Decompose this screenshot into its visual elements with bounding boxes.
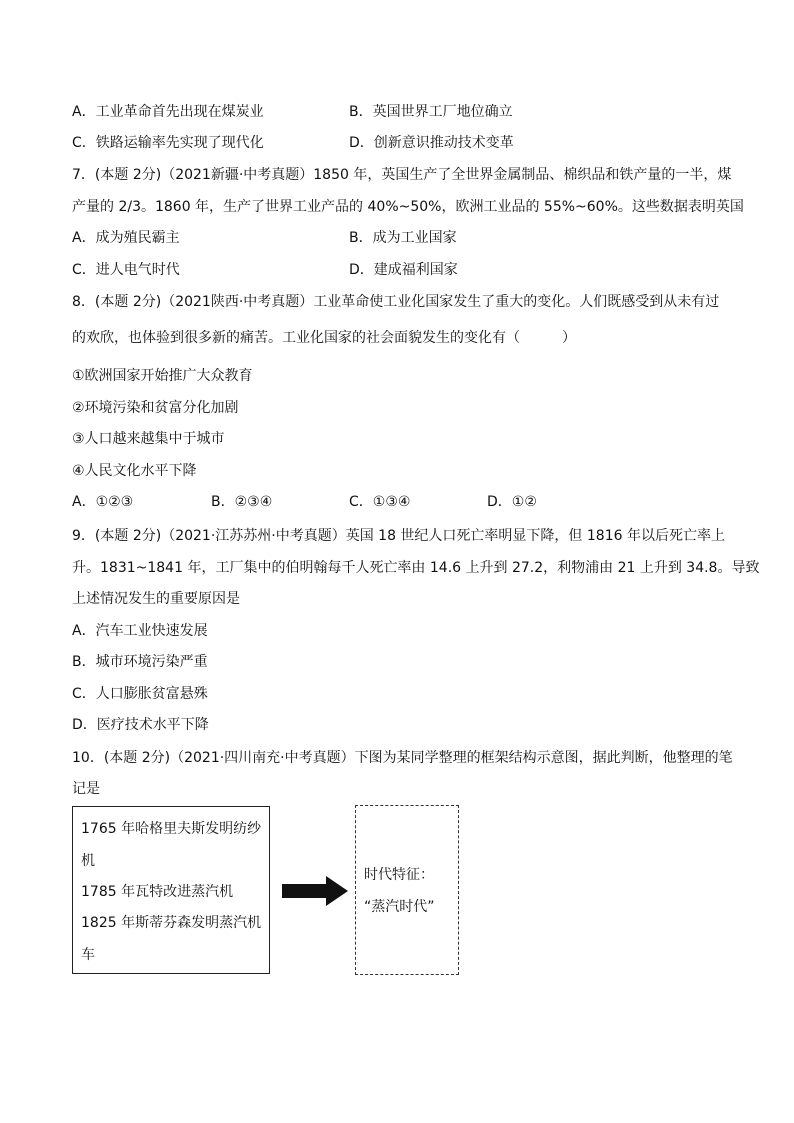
q9-stem-line3: 上述情况发生的重要原因是	[72, 591, 240, 607]
invention-line-2: 机	[81, 853, 95, 869]
q8-item-1: ①欧洲国家开始推广大众教育	[72, 368, 253, 384]
q6-option-c: C．铁路运输率先实现了现代化	[72, 135, 264, 151]
q8-option-b: B．②③④	[211, 494, 273, 510]
q8-option-a: A．①②③	[72, 494, 134, 510]
q9-option-c: C．人口膨胀贫富悬殊	[72, 686, 208, 702]
invention-line-5: 车	[81, 947, 95, 963]
q7-option-c: C．进人电气时代	[72, 262, 180, 278]
q9-option-a: A．汽车工业快速发展	[72, 623, 208, 639]
q6-option-b: B．英国世界工厂地位确立	[349, 104, 513, 120]
q9-stem-line2: 升。1831~1841 年，工厂集中的伯明翰每千人死亡率由 14.6 上升到 27.2，利物浦由 21 上升到 34.8。导致	[72, 560, 760, 576]
inventions-box	[72, 806, 270, 974]
q10-stem-line2: 记是	[72, 781, 100, 797]
q7-option-a: A．成为殖民霸主	[72, 230, 180, 246]
q8-stem-line2: 的欢欣，也体验到很多新的痛苦。工业化国家的社会面貌发生的变化有（ ）	[72, 330, 576, 346]
q8-stem-line1: 8．(本题 2分)（2021陕西·中考真题）工业革命使工业化国家发生了重大的变化。人们既感受到从未有过	[72, 294, 720, 310]
q9-stem-line1: 9．(本题 2分)（2021·江苏苏州·中考真题）英国 18 世纪人口死亡率明显下降，但 1816 年以后死亡率上	[72, 528, 725, 544]
q8-item-4: ④人民文化水平下降	[72, 463, 197, 479]
q8-option-d: D．①②	[487, 494, 537, 510]
q8-item-3: ③人口越来越集中于城市	[72, 431, 225, 447]
era-feature-label: 时代特征：	[364, 867, 434, 883]
q9-option-d: D．医疗技术水平下降	[72, 717, 209, 733]
q6-option-a: A．工业革命首先出现在煤炭业	[72, 104, 264, 120]
q8-option-c: C．①③④	[349, 494, 411, 510]
q7-stem-line1: 7．(本题 2分)（2021新疆·中考真题）1850 年，英国生产了全世界金属制品、棉织品和铁产量的一半，煤	[72, 167, 732, 183]
q7-option-b: B．成为工业国家	[349, 230, 457, 246]
q8-item-2: ②环境污染和贫富分化加剧	[72, 400, 239, 416]
q6-option-d: D．创新意识推动技术变革	[349, 135, 514, 151]
invention-line-4: 1825 年斯蒂芬森发明蒸汽机	[81, 915, 262, 931]
q7-option-d: D．建成福利国家	[349, 262, 458, 278]
q7-stem-line2: 产量的 2/3。1860 年，生产了世界工业产品的 40%~50%，欧洲工业品的 55%~60%。这些数据表明英国	[72, 199, 744, 215]
invention-line-3: 1785 年瓦特改进蒸汽机	[81, 884, 234, 900]
q10-stem-line1: 10．(本题 2分)（2021·四川南充·中考真题）下图为某同学整理的框架结构示意图，据此判断，他整理的笔	[72, 750, 733, 766]
era-feature-value: “蒸汽时代”	[364, 899, 435, 915]
q9-option-b: B．城市环境污染严重	[72, 654, 208, 670]
right-arrow-icon	[282, 876, 348, 906]
invention-line-1: 1765 年哈格里夫斯发明纺纱	[81, 821, 262, 837]
era-feature-box	[355, 805, 459, 975]
